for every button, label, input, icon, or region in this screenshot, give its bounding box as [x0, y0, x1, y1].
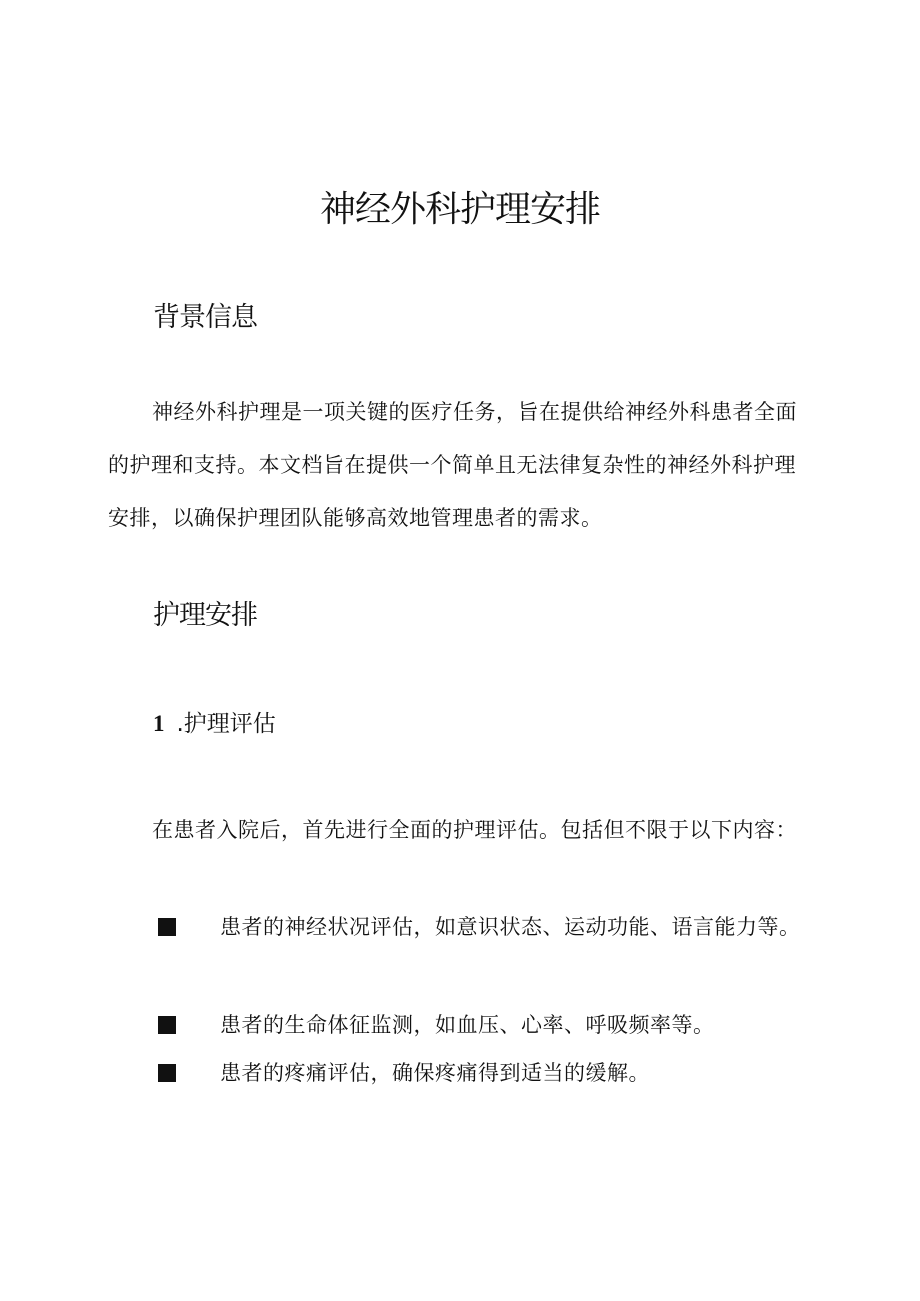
square-bullet-icon — [158, 918, 176, 936]
bullet-text: 患者的神经状况评估，如意识状态、运动功能、语言能力等。 — [220, 915, 801, 939]
subsection-number: 1 — [153, 711, 165, 736]
bullet-text: 患者的生命体征监测，如血压、心率、呼吸频率等。 — [220, 1013, 715, 1037]
background-paragraph: 神经外科护理是一项关键的医疗任务，旨在提供给神经外科患者全面的护理和支持。本文档旨在提供一个简单且无法律复杂性的神经外科护理安排，以确保护理团队能够高效地管理患者的需求。 — [108, 400, 797, 530]
bullet-item-neuro-status — [108, 902, 808, 953]
bullet-text: 患者的疼痛评估，确保疼痛得到适当的缓解。 — [220, 1061, 650, 1085]
document-title: 神经外科护理安排 — [319, 189, 600, 230]
bullet-item-pain-assessment — [108, 1048, 808, 1099]
assessment-intro-paragraph: 在患者入院后，首先进行全面的护理评估。包括但不限于以下内容： — [152, 818, 797, 842]
section-heading-care-arrangement: 护理安排 — [153, 600, 257, 631]
section-heading-background: 背景信息 — [153, 302, 257, 333]
square-bullet-icon — [158, 1016, 176, 1034]
bullet-item-vital-signs — [108, 1000, 808, 1051]
square-bullet-icon — [158, 1064, 176, 1082]
subsection-title: .护理评估 — [176, 711, 276, 737]
subsection-heading-care-assessment — [153, 708, 276, 740]
